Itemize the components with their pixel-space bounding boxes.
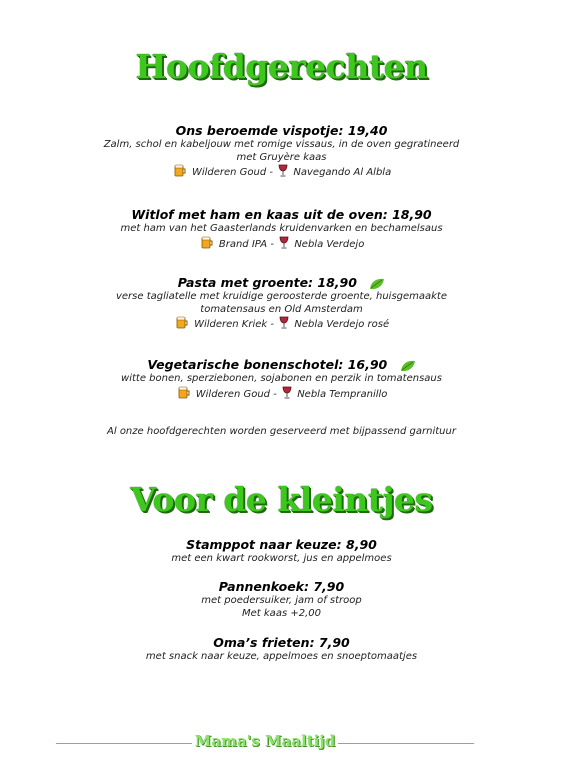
- pairing-separator: -: [270, 238, 274, 250]
- dish-item: [0, 207, 563, 252]
- dish-description: met poedersuiker, jam of stroop: [201, 595, 362, 606]
- dish-name: Pannenkoek: 7,90: [218, 579, 345, 594]
- dish-item: [0, 357, 563, 402]
- drink-pairing: [0, 386, 563, 402]
- dish-item: [0, 275, 563, 332]
- dish-description: witte bonen, sperziebonen, sojabonen en perzik in tomatensaus: [121, 373, 442, 384]
- dish-name-row: [0, 275, 563, 291]
- dish-description: met snack naar keuze, appelmoes en snoeptomaatjes: [145, 651, 418, 662]
- pairing-separator: -: [270, 319, 274, 330]
- dish-description: met een kwart rookworst, jus en appelmoes: [171, 553, 392, 564]
- kids-heading: Voor de kleintjes: [130, 480, 433, 519]
- main-courses-heading: Hoofdgerechten: [135, 47, 428, 86]
- beer-name: Wilderen Goud: [195, 388, 271, 400]
- wine-glass-icon: [278, 164, 288, 177]
- dish-name-row: [0, 357, 563, 373]
- drink-pairing: [0, 164, 563, 180]
- beer-mug-icon: [176, 316, 189, 329]
- wine-glass-icon: [282, 386, 292, 399]
- footer-logo-text: [56, 732, 474, 750]
- footer: [56, 730, 474, 756]
- dish-name: Witlof met ham en kaas uit de oven: 18,90: [131, 207, 432, 222]
- dish-description: verse tagliatelle met kruidige geroosterde groente, huisgemaakte: [115, 291, 448, 302]
- dish-name: Ons beroemde vispotje: 19,40: [175, 123, 388, 138]
- wine-name: Nebla Verdejo: [294, 238, 365, 250]
- beer-name: Brand IPA: [218, 238, 268, 250]
- dish-name: Vegetarische bonenschotel: 16,90: [147, 357, 388, 372]
- kids-dish-item: [0, 537, 563, 566]
- garnish-note: Al onze hoofdgerechten worden geserveerd met bijpassend garnituur: [107, 426, 456, 437]
- dish-description: tomatensaus en Old Amsterdam: [200, 303, 363, 315]
- drink-pairing: [0, 236, 563, 252]
- kids-dish-item: [0, 579, 563, 620]
- dish-description: Zalm, schol en kabeljouw met romige vissaus, in de oven gegratineerd: [103, 139, 460, 150]
- restaurant-name: Mama's Maaltijd: [192, 732, 338, 750]
- dish-name: Pasta met groente: 18,90: [177, 275, 357, 290]
- wine-name: Navegando Al Albla: [293, 167, 392, 178]
- beer-name: Wilderen Kriek: [194, 319, 268, 330]
- leaf-icon: [369, 278, 385, 290]
- dish-description: met Gruyère kaas: [236, 151, 327, 163]
- kids-dish-item: [0, 635, 563, 664]
- dish-item: [0, 123, 563, 180]
- beer-mug-icon: [201, 236, 214, 249]
- wine-glass-icon: [279, 316, 289, 329]
- dish-description: met ham van het Gaasterlands kruidenvarken en bechamelsaus: [120, 223, 443, 234]
- wine-glass-icon: [279, 236, 289, 249]
- beer-name: Wilderen Goud: [191, 167, 267, 178]
- beer-mug-icon: [174, 164, 187, 177]
- drink-pairing: [0, 316, 563, 332]
- pairing-separator: -: [269, 167, 274, 178]
- pairing-separator: -: [273, 388, 277, 400]
- dish-name: Stamppot naar keuze: 8,90: [186, 537, 377, 552]
- wine-name: Nebla Verdejo rosé: [294, 319, 390, 330]
- leaf-icon: [400, 360, 416, 372]
- dish-extra: Met kaas +2,00: [242, 607, 321, 619]
- dish-name: Oma’s frieten: 7,90: [213, 635, 350, 650]
- beer-mug-icon: [178, 386, 191, 399]
- wine-name: Nebla Tempranillo: [297, 388, 388, 400]
